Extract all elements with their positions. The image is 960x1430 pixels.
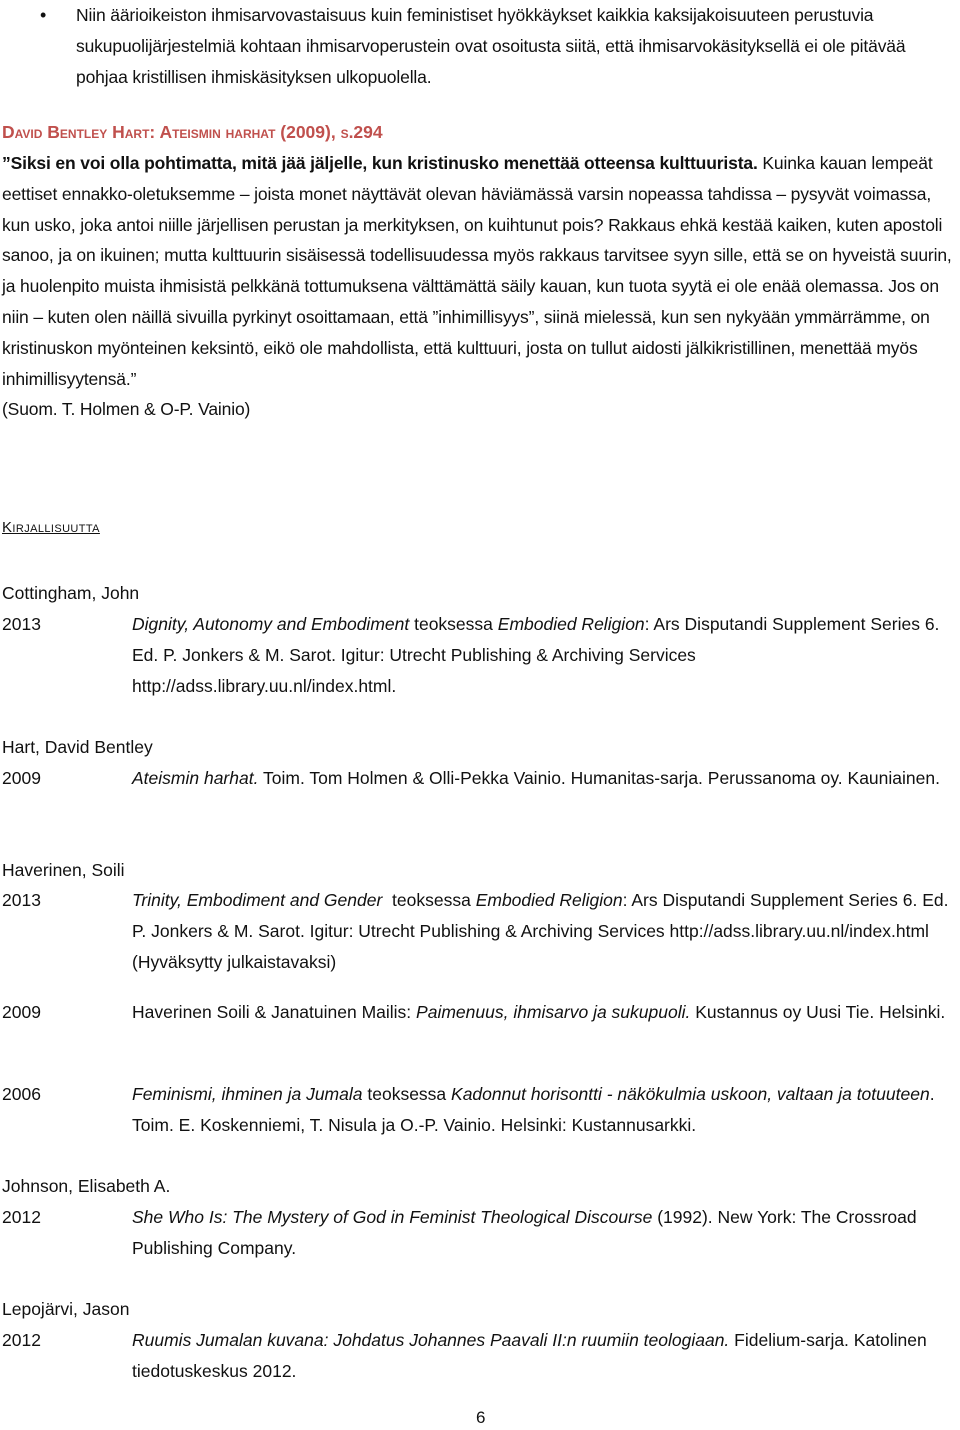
quote-credit: (Suom. T. Holmen & O-P. Vainio) <box>2 399 251 420</box>
ref-year: 2012 <box>2 1207 41 1227</box>
ref-text: : Ars Disputandi Supplement Series 6. Ed. P. Jonkers & M. Sarot. Igitur: Utrecht Publishing & Archiving Services http://adss.library.uu.nl/index.html. <box>132 614 945 696</box>
ref-text: Fidelium-sarja. Katolinen tiedotuskeskus 2012. <box>132 1330 932 1381</box>
ref-body <box>132 763 958 794</box>
quote-first-sentence: ”Siksi en voi olla pohtimatta, mitä jää jäljelle, kun kristinusko menettää otteensa kulttuurista. <box>2 153 758 173</box>
ref-year: 2012 <box>2 1330 41 1350</box>
ref-title-text: Ateismin harhat. <box>132 768 259 788</box>
ref-text: Kustannus oy Uusi Tie. Helsinki. <box>690 1002 946 1022</box>
ref-title-text: Ruumis Jumalan kuvana: Johdatus Johannes Paavali II:n ruumiin teologiaan. <box>132 1330 730 1350</box>
quote-block <box>2 148 958 425</box>
quote-heading: David Bentley Hart: Ateismin harhat (2009), s.294 <box>2 122 383 142</box>
ref-body <box>132 1325 958 1387</box>
ref-title-text: Embodied Religion <box>475 890 623 910</box>
ref-text: teoksessa <box>362 1084 452 1104</box>
ref-title-text: She Who Is: The Mystery of God in Feminist Theological Discourse <box>132 1207 653 1227</box>
ref-year: 2013 <box>2 890 41 910</box>
ref-text: Toim. Tom Holmen & Olli-Pekka Vainio. Humanitas-sarja. Perussanoma oy. Kauniainen. <box>258 768 940 788</box>
ref-text: (1992). New York: The Crossroad Publishing Company. <box>132 1207 922 1258</box>
ref-year: 2013 <box>2 614 41 634</box>
ref-author: Hart, David Bentley <box>2 737 153 757</box>
quote-body: Kuinka kauan lempeät eettiset ennakko-oletuksemme – joista monet näyttävät olevan häviämässä varsin nopeassa tahdissa – pysyvät voimassa, kun usko, joka antoi niille järjellisen perustan ja merkityksen, on kuihtunut pois? Rakkaus ehkä kestää kaiken, kuten apostoli sanoo, ja on ikuinen; mutta kulttuurin sisäisessä todellisuudessa myös rakkaus tarvitsee syyn sille, että se on hyveistä suurin, ja huolenpito muista ihmisistä pelkkänä tottumuksena välttämättä säily kauan, kun tuota syytä ei ole enää olemassa. Jos on niin – kuten olen näillä sivuilla pyrkinyt osoittamaan, että ”inhimillisyys”, siinä mielessä, kun sen nykyään ymmärrämme, on kristinuskon myönteinen keksintö, eikö ole mahdollista, että kulttuuri, josta on tullut aidosti jälkikristillinen, menettää myös inhimillisyytensä.” <box>2 153 952 389</box>
ref-year: 2009 <box>2 1002 41 1022</box>
ref-body <box>132 1079 958 1141</box>
section-title: Kirjallisuutta <box>2 519 100 536</box>
ref-body <box>132 1202 958 1264</box>
page-number: 6 <box>476 1408 486 1427</box>
ref-author: Haverinen, Soili <box>2 860 125 880</box>
ref-text: . Toim. E. Koskenniemi, T. Nisula ja O.-P. Vainio. Helsinki: Kustannusarkki. <box>132 1084 940 1135</box>
ref-text: Haverinen Soili & Janatuinen Mailis: <box>132 1002 417 1022</box>
ref-author: Johnson, Elisabeth A. <box>2 1176 171 1196</box>
ref-body <box>132 609 958 701</box>
ref-text: teoksessa <box>382 890 476 910</box>
ref-title-text: Dignity, Autonomy and Embodiment <box>132 614 410 634</box>
ref-year: 2009 <box>2 768 41 788</box>
bullet-text: Niin äärioikeiston ihmisarvovastaisuus kuin feministiset hyökkäykset kaikkia kaksijakoisuuteen perustuvia sukupuolijärjestelmiä kohtaan ihmisarvoperustein ovat osoitusta siitä, että ihmisarvokäsityksellä ei ole pitävää pohjaa kristillisen ihmiskäsityksen ulkopuolella. <box>76 5 906 87</box>
bullet-dot-icon: • <box>40 5 47 25</box>
ref-year: 2006 <box>2 1084 41 1104</box>
ref-title-text: Embodied Religion <box>497 614 645 634</box>
ref-text: teoksessa <box>409 614 498 634</box>
ref-body <box>132 885 958 977</box>
ref-title-text: Trinity, Embodiment and Gender <box>132 890 383 910</box>
ref-title-text: Paimenuus, ihmisarvo ja sukupuoli. <box>416 1002 691 1022</box>
ref-text: : Ars Disputandi Supplement Series 6. Ed. P. Jonkers & M. Sarot. Igitur: Utrecht Publishing & Archiving Services http://adss.library.uu.nl/index.html (Hyväksytty julkaistavaksi) <box>132 890 954 972</box>
ref-title-text: Kadonnut horisontti - näkökulmia uskoon, valtaan ja totuuteen <box>451 1084 930 1104</box>
ref-author: Cottingham, John <box>2 583 140 603</box>
ref-body <box>132 997 958 1028</box>
ref-author: Lepojärvi, Jason <box>2 1299 130 1319</box>
ref-title-text: Feminismi, ihminen ja Jumala <box>132 1084 363 1104</box>
